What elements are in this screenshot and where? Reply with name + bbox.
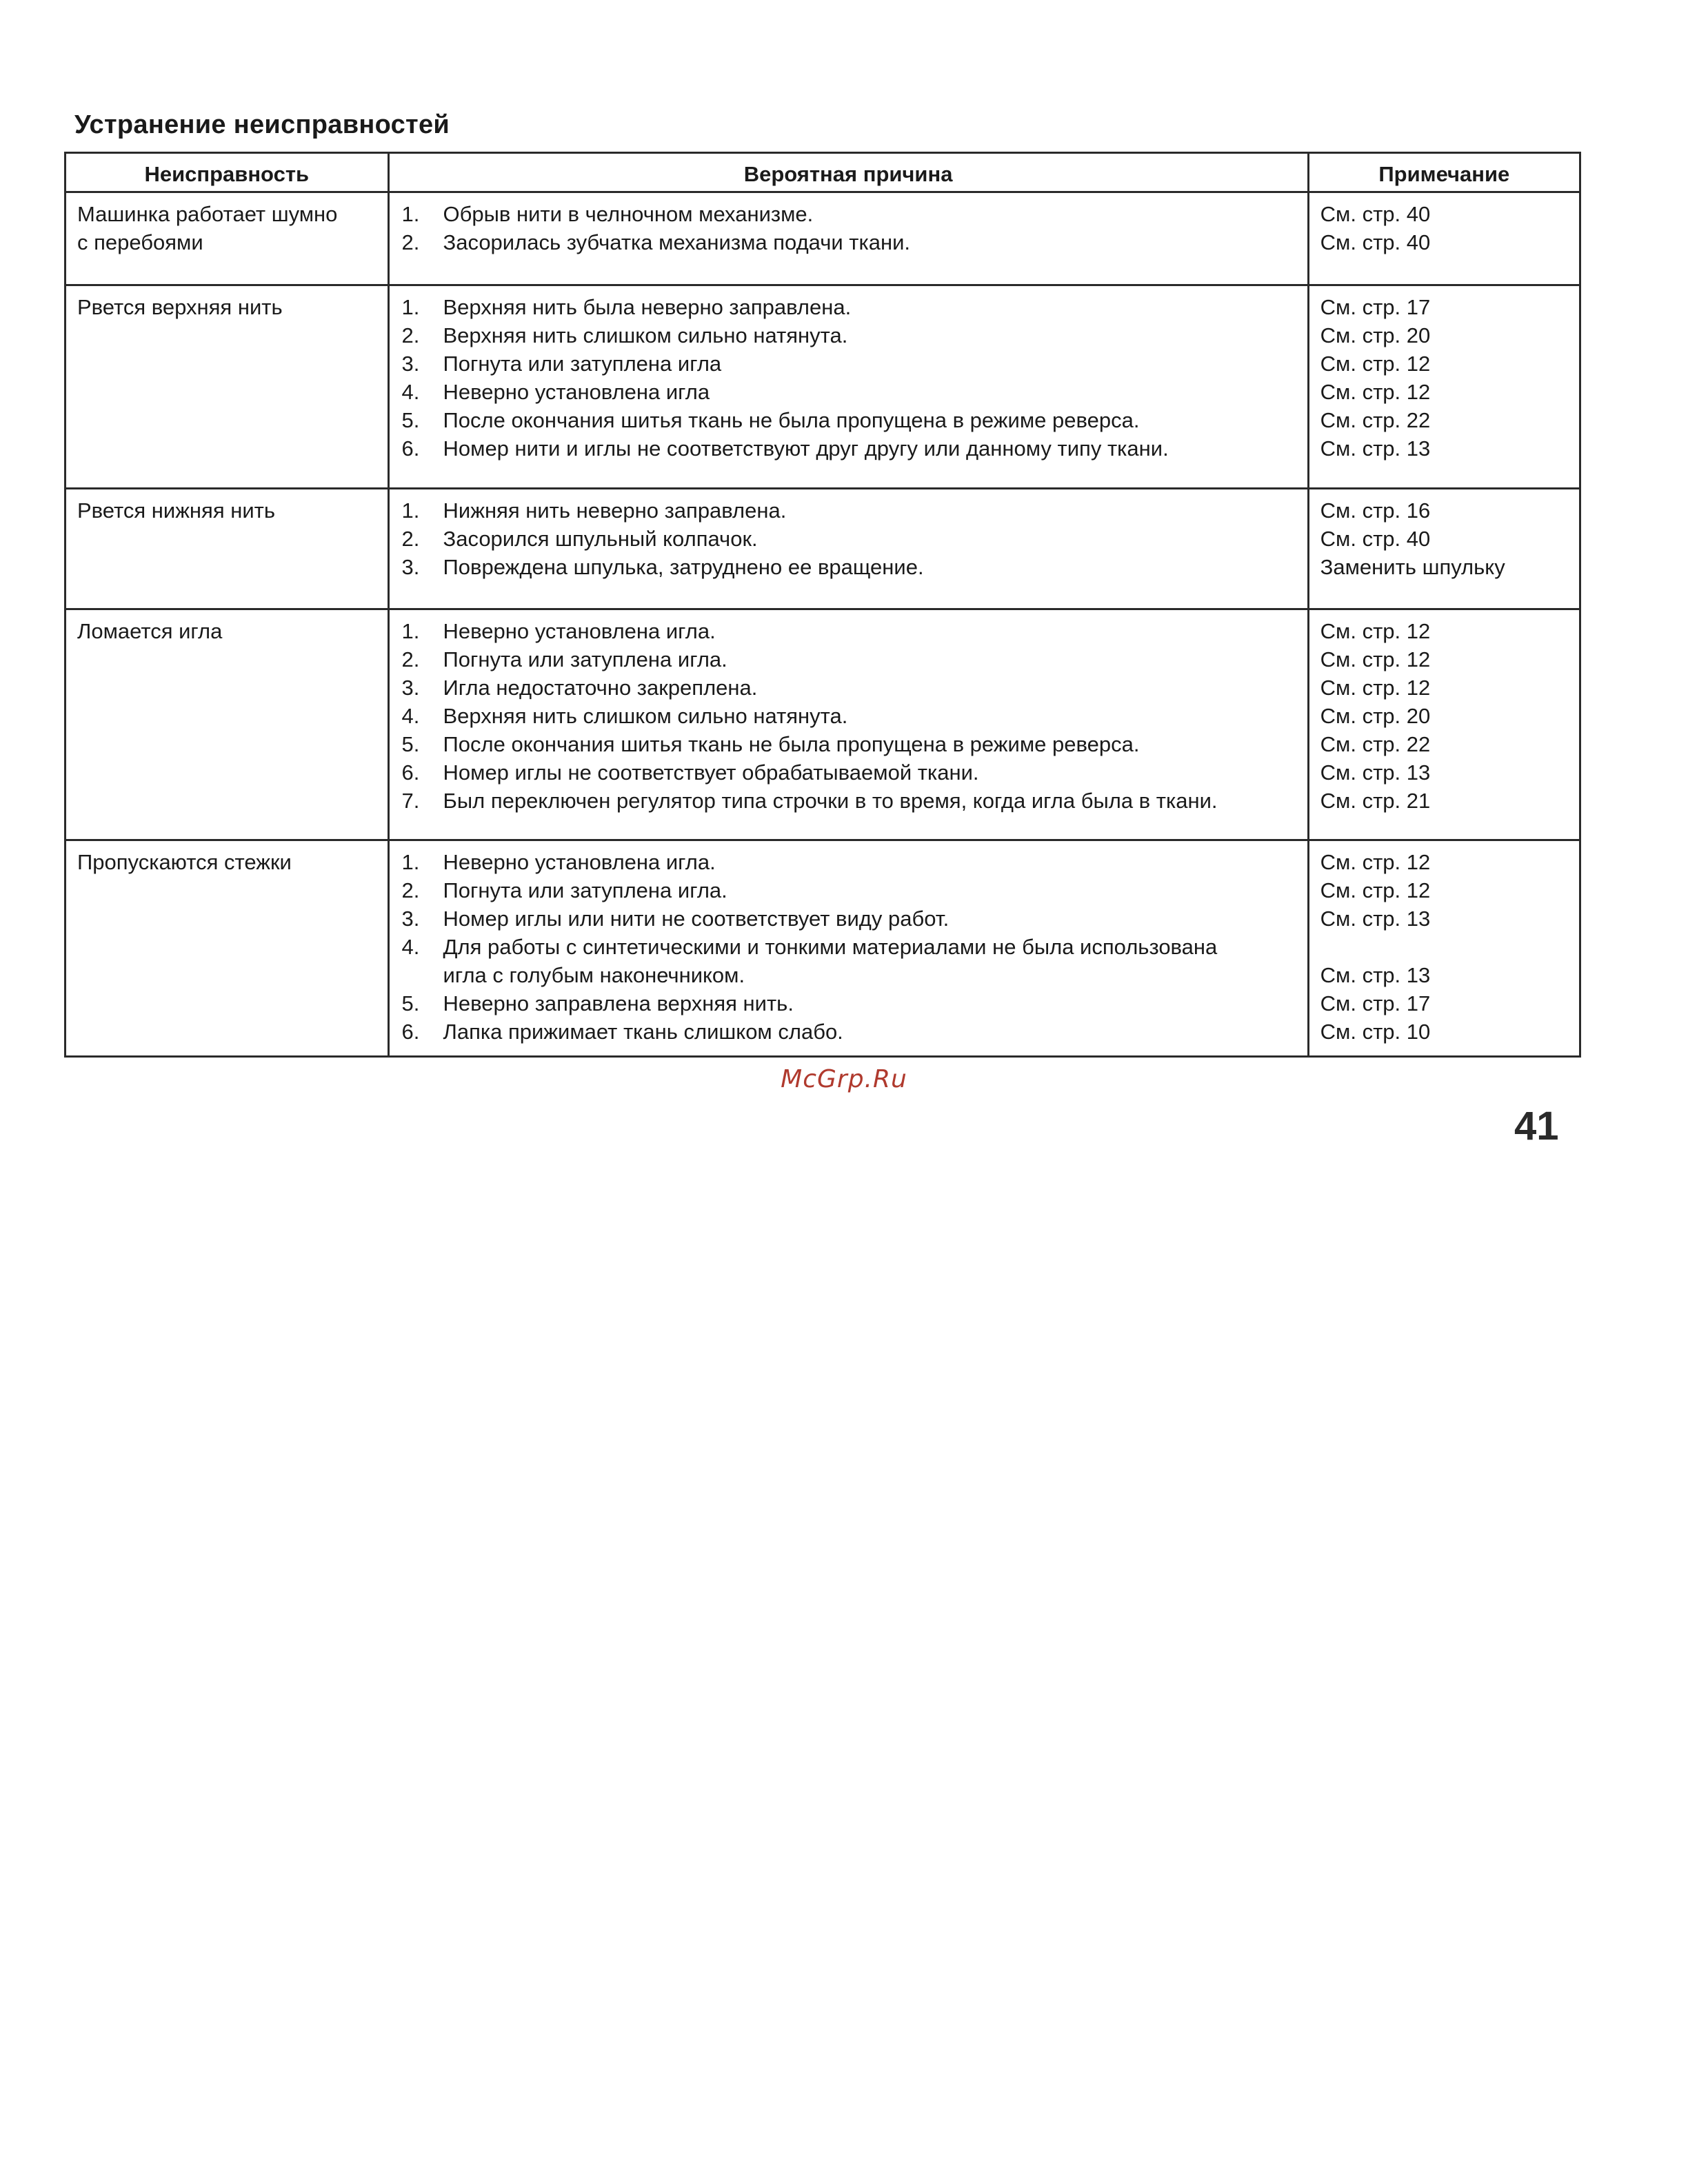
- cause-number: 2.: [401, 878, 420, 902]
- cause-cell: [388, 609, 1308, 840]
- cause-item: [399, 904, 1298, 933]
- cause-text: Погнута или затуплена игла.: [443, 647, 727, 671]
- note-cell: [1308, 192, 1580, 285]
- cause-text: Засорился шпульный колпачок.: [443, 527, 758, 551]
- cause-number: 4.: [401, 380, 420, 404]
- cause-item: [399, 496, 1298, 525]
- cause-item: [399, 730, 1298, 758]
- cause-text: Игла недостаточно закреплена.: [443, 676, 758, 700]
- cause-text: Неверно заправлена верхняя нить.: [443, 991, 794, 1015]
- cause-text: Был переключен регулятор типа строчки в то время, когда игла была в ткани.: [443, 789, 1218, 813]
- note-text: См. стр. 13: [1320, 963, 1431, 987]
- cause-item: [399, 787, 1298, 815]
- note-text: См. стр. 12: [1320, 878, 1431, 902]
- fault-text: Пропускаются стежки: [77, 850, 292, 874]
- cause-text: Верхняя нить слишком сильно натянута.: [443, 704, 848, 728]
- cause-item: [399, 758, 1298, 787]
- cause-text: Верхняя нить была неверно заправлена.: [443, 295, 852, 319]
- cause-item: [399, 702, 1298, 730]
- note-text: См. стр. 12: [1320, 352, 1431, 376]
- table-row: [66, 489, 1580, 609]
- note-text: Заменить шпульку: [1320, 555, 1505, 579]
- note-text: См. стр. 40: [1320, 202, 1431, 226]
- cause-text: Номер нити и иглы не соответствуют друг другу или данному типу ткани.: [443, 436, 1169, 461]
- note-text: См. стр. 13: [1320, 436, 1431, 461]
- note-text: См. стр. 21: [1320, 789, 1431, 813]
- cause-item: [399, 933, 1298, 961]
- cause-cell: [388, 192, 1308, 285]
- cause-text: Неверно установлена игла.: [443, 850, 716, 874]
- table-header-row: [66, 153, 1580, 192]
- page-number: 41: [1514, 1104, 1559, 1149]
- table-row: [66, 609, 1580, 840]
- cause-number: 6.: [401, 1020, 420, 1044]
- note-spacer: [1320, 933, 1568, 961]
- cause-cell: [388, 489, 1308, 609]
- cause-cell: [388, 285, 1308, 489]
- cause-text: Неверно установлена игла.: [443, 619, 716, 643]
- note-text: См. стр. 12: [1320, 676, 1431, 700]
- note-text: См. стр. 13: [1320, 907, 1431, 931]
- fault-cell: [66, 285, 389, 489]
- cause-number: 1.: [401, 498, 420, 523]
- fault-cell: [66, 609, 389, 840]
- fault-text: Машинка работает шумно с перебоями: [77, 202, 338, 254]
- cause-number: 1.: [401, 202, 420, 226]
- cause-number: 6.: [401, 760, 420, 785]
- cause-number: 3.: [401, 352, 420, 376]
- table-row: [66, 840, 1580, 1057]
- cause-number: 2.: [401, 647, 420, 671]
- header-note: Примечание: [1308, 153, 1580, 192]
- note-cell: [1308, 285, 1580, 489]
- note-text: См. стр. 10: [1320, 1020, 1431, 1044]
- cause-text: Номер иглы не соответствует обрабатываемой ткани.: [443, 760, 979, 785]
- cause-item: [399, 989, 1298, 1018]
- cause-number: 2.: [401, 323, 420, 347]
- table-row: [66, 192, 1580, 285]
- cause-item: [399, 350, 1298, 378]
- cause-number: 7.: [401, 789, 420, 813]
- fault-cell: [66, 192, 389, 285]
- cause-item: [399, 674, 1298, 702]
- cause-item: [399, 200, 1298, 228]
- cause-cell: [388, 840, 1308, 1057]
- cause-item: [399, 378, 1298, 406]
- note-text: См. стр. 13: [1320, 760, 1431, 785]
- note-text: См. стр. 17: [1320, 991, 1431, 1015]
- cause-text: Повреждена шпулька, затруднено ее вращение.: [443, 555, 924, 579]
- page-title: Устранение неисправностей: [74, 110, 450, 139]
- note-text: См. стр. 17: [1320, 295, 1431, 319]
- cause-text: Обрыв нити в челночном механизме.: [443, 202, 814, 226]
- cause-number: 2.: [401, 527, 420, 551]
- note-cell: [1308, 609, 1580, 840]
- troubleshooting-table: [64, 152, 1581, 1058]
- cause-number: 4.: [401, 935, 420, 959]
- cause-number: 5.: [401, 732, 420, 756]
- note-text: См. стр. 20: [1320, 704, 1431, 728]
- cause-item: [399, 553, 1298, 581]
- note-cell: [1308, 489, 1580, 609]
- cause-text: Нижняя нить неверно заправлена.: [443, 498, 787, 523]
- fault-text: Рвется верхняя нить: [77, 295, 283, 319]
- cause-number: 1.: [401, 619, 420, 643]
- cause-text: Лапка прижимает ткань слишком слабо.: [443, 1020, 843, 1044]
- cause-item: [399, 406, 1298, 434]
- cause-item: [399, 645, 1298, 674]
- cause-text: Засорилась зубчатка механизма подачи ткани.: [443, 230, 911, 254]
- note-cell: [1308, 840, 1580, 1057]
- watermark: McGrp.Ru: [781, 1065, 907, 1093]
- note-text: См. стр. 12: [1320, 647, 1431, 671]
- cause-text: Номер иглы или нити не соответствует виду работ.: [443, 907, 950, 931]
- cause-number: 2.: [401, 230, 420, 254]
- table-body: [66, 192, 1580, 1057]
- cause-text: Неверно установлена игла: [443, 380, 710, 404]
- note-text: См. стр. 40: [1320, 230, 1431, 254]
- cause-number: 3.: [401, 676, 420, 700]
- note-text: См. стр. 12: [1320, 380, 1431, 404]
- cause-number: 3.: [401, 555, 420, 579]
- cause-number: 1.: [401, 850, 420, 874]
- fault-text: Ломается игла: [77, 619, 223, 643]
- note-text: См. стр. 40: [1320, 527, 1431, 551]
- cause-item: [399, 228, 1298, 256]
- cause-number: 3.: [401, 907, 420, 931]
- cause-item: [399, 434, 1298, 463]
- header-fault: Неисправность: [66, 153, 389, 192]
- cause-number: 6.: [401, 436, 420, 461]
- cause-number: 1.: [401, 295, 420, 319]
- cause-item: [399, 321, 1298, 350]
- cause-number: 4.: [401, 704, 420, 728]
- cause-text: Верхняя нить слишком сильно натянута.: [443, 323, 848, 347]
- cause-item: [399, 1018, 1298, 1046]
- cause-number: 5.: [401, 408, 420, 432]
- note-text: См. стр. 12: [1320, 850, 1431, 874]
- note-text: См. стр. 12: [1320, 619, 1431, 643]
- cause-number: 5.: [401, 991, 420, 1015]
- cause-text: После окончания шитья ткань не была пропущена в режиме реверса.: [443, 732, 1140, 756]
- cause-text: Погнута или затуплена игла: [443, 352, 722, 376]
- cause-item: [399, 876, 1298, 904]
- cause-text: После окончания шитья ткань не была пропущена в режиме реверса.: [443, 408, 1140, 432]
- cause-text: Погнута или затуплена игла.: [443, 878, 727, 902]
- cause-item: [399, 525, 1298, 553]
- note-text: См. стр. 20: [1320, 323, 1431, 347]
- cause-item: [399, 848, 1298, 876]
- header-cause: Вероятная причина: [388, 153, 1308, 192]
- note-text: См. стр. 16: [1320, 498, 1431, 523]
- cause-text-continuation: игла с голубым наконечником.: [443, 963, 745, 987]
- fault-text: Рвется нижняя нить: [77, 498, 276, 523]
- fault-cell: [66, 840, 389, 1057]
- cause-item: [399, 293, 1298, 321]
- table-row: [66, 285, 1580, 489]
- note-text: См. стр. 22: [1320, 408, 1431, 432]
- note-text: См. стр. 22: [1320, 732, 1431, 756]
- fault-cell: [66, 489, 389, 609]
- cause-item: [399, 617, 1298, 645]
- cause-text: Для работы с синтетическими и тонкими материалами не была использована: [443, 935, 1218, 959]
